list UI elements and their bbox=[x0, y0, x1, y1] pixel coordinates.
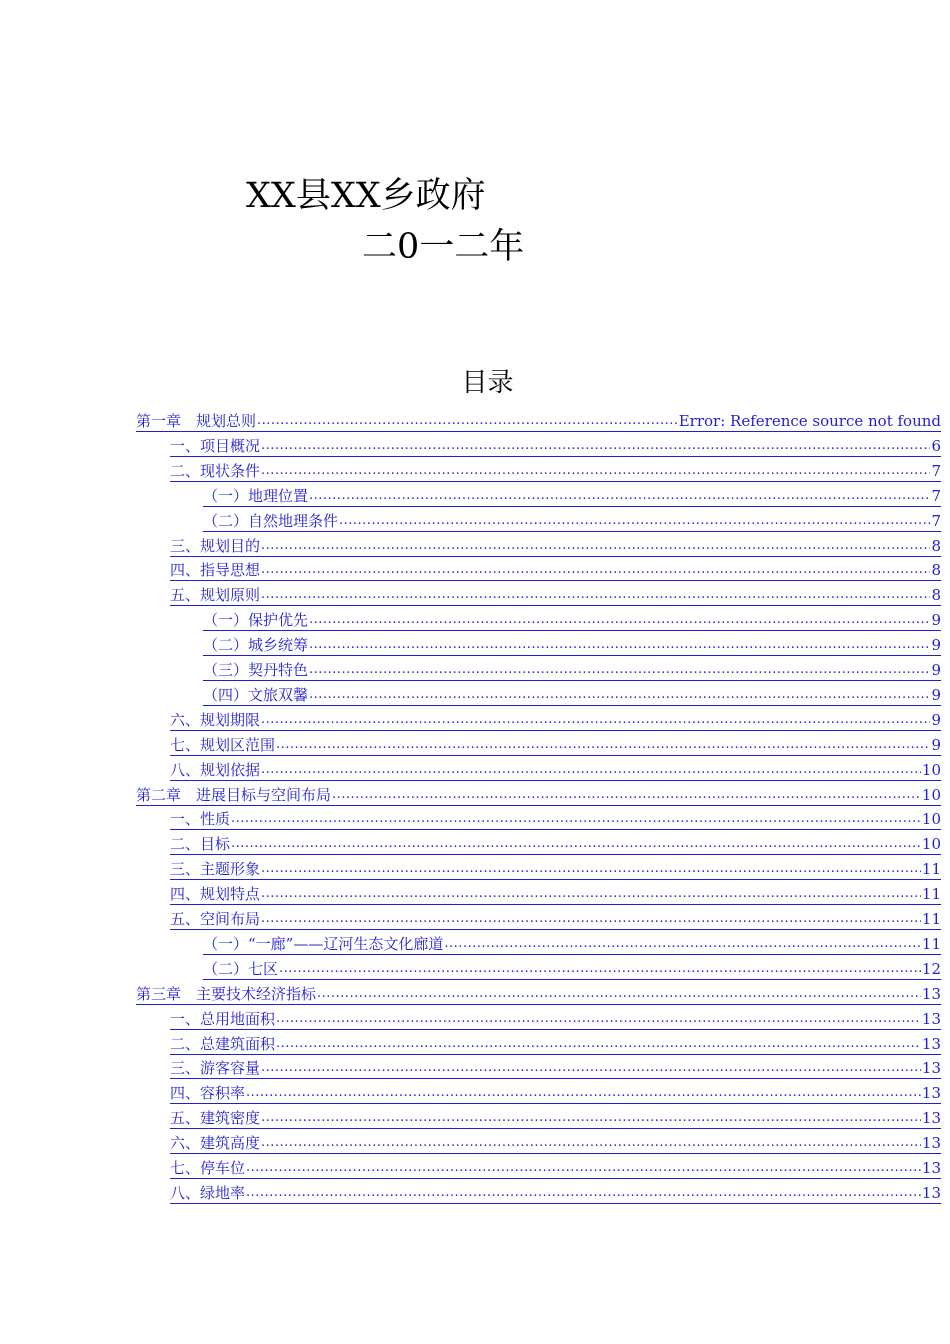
toc-entry[interactable] bbox=[170, 1130, 941, 1154]
toc-entry-page: 11 bbox=[921, 860, 941, 879]
toc-entry[interactable] bbox=[170, 1080, 941, 1104]
toc-entry-label: 四、规划特点 bbox=[170, 885, 261, 904]
toc-entry-label: 四、容积率 bbox=[170, 1084, 246, 1103]
toc-dot-leader bbox=[261, 1134, 921, 1152]
toc-entry-label: （三）契丹特色 bbox=[203, 661, 309, 679]
toc-entry-page: 11 bbox=[921, 885, 941, 904]
toc-entry[interactable] bbox=[170, 757, 941, 781]
toc-entry-page: 13 bbox=[921, 1134, 941, 1153]
toc-entry[interactable] bbox=[170, 856, 941, 880]
toc-entry-page: 13 bbox=[921, 1084, 941, 1103]
toc-entry-page: 13 bbox=[921, 1159, 941, 1177]
toc-entry-page: 9 bbox=[931, 636, 941, 655]
toc-entry-label: 第一章 规划总则 bbox=[136, 412, 257, 430]
toc-entry-page: 9 bbox=[931, 685, 941, 704]
toc-entry-label: 二、目标 bbox=[170, 835, 231, 854]
toc-dot-leader bbox=[261, 711, 930, 729]
toc-entry-label: 五、规划原则 bbox=[170, 586, 261, 605]
toc-entry-page: 9 bbox=[931, 710, 941, 729]
toc-entry-page: 9 bbox=[931, 661, 941, 679]
toc-entry[interactable] bbox=[170, 1006, 941, 1030]
toc-entry-label: （二）城乡统筹 bbox=[203, 636, 309, 655]
toc-dot-leader bbox=[261, 885, 921, 903]
toc-entry[interactable] bbox=[170, 1155, 941, 1179]
toc-entry-label: （一）地理位置 bbox=[203, 486, 309, 505]
toc-entry[interactable] bbox=[136, 408, 941, 432]
toc-entry[interactable] bbox=[170, 906, 941, 930]
toc-entry-page: 13 bbox=[921, 1009, 941, 1028]
toc-entry-label: 三、游客容量 bbox=[170, 1059, 261, 1078]
toc-entry-label: （四）文旅双馨 bbox=[203, 685, 309, 704]
toc-entry[interactable] bbox=[170, 732, 941, 756]
toc-dot-leader bbox=[231, 835, 921, 853]
toc-dot-leader bbox=[257, 412, 678, 430]
toc-entry-label: 二、总建筑面积 bbox=[170, 1034, 276, 1053]
toc-entry-label: 六、规划期限 bbox=[170, 710, 261, 729]
toc-entry[interactable] bbox=[203, 508, 941, 532]
toc-dot-leader bbox=[246, 1159, 921, 1177]
toc-entry-label: 七、停车位 bbox=[170, 1159, 246, 1177]
toc-dot-leader bbox=[261, 437, 930, 455]
toc-entry[interactable] bbox=[203, 483, 941, 507]
toc-entry[interactable] bbox=[170, 1055, 941, 1079]
toc-entry-page: 8 bbox=[931, 561, 941, 580]
toc-entry-page: 7 bbox=[931, 486, 941, 505]
toc-entry-label: 五、建筑密度 bbox=[170, 1109, 261, 1128]
toc-entry-page: 13 bbox=[921, 1059, 941, 1078]
toc-entry[interactable] bbox=[170, 582, 941, 606]
toc-entry[interactable] bbox=[203, 682, 941, 706]
toc-dot-leader bbox=[309, 487, 930, 505]
toc-entry-page: 10 bbox=[921, 810, 941, 829]
toc-dot-leader bbox=[246, 1184, 921, 1202]
toc-entry-label: 三、规划目的 bbox=[170, 536, 261, 555]
toc-dot-leader bbox=[317, 985, 921, 1003]
toc-entry-page: 9 bbox=[931, 735, 941, 754]
toc-entry-page: 6 bbox=[931, 436, 941, 455]
toc-dot-leader bbox=[261, 586, 930, 604]
toc-entry[interactable] bbox=[170, 533, 941, 557]
toc-dot-leader bbox=[279, 960, 921, 978]
toc-entry-label: 一、总用地面积 bbox=[170, 1009, 276, 1028]
toc-dot-leader bbox=[276, 1035, 921, 1053]
toc-dot-leader bbox=[261, 1109, 921, 1127]
toc-dot-leader bbox=[246, 1084, 921, 1102]
toc-dot-leader bbox=[261, 860, 921, 878]
toc-entry[interactable] bbox=[136, 782, 941, 806]
toc-dot-leader bbox=[261, 761, 921, 779]
toc-entry-label: 四、指导思想 bbox=[170, 561, 261, 580]
toc-entry[interactable] bbox=[203, 632, 941, 656]
toc-entry-label: 一、项目概况 bbox=[170, 436, 261, 455]
toc-dot-leader bbox=[276, 1010, 921, 1028]
toc-entry[interactable] bbox=[170, 458, 941, 482]
toc-entry-page: 11 bbox=[921, 910, 941, 928]
toc-entry-page: 10 bbox=[921, 760, 941, 779]
toc-entry-page: 12 bbox=[921, 959, 941, 978]
toc-entry-page: 10 bbox=[921, 785, 941, 804]
toc-entry[interactable] bbox=[170, 707, 941, 731]
toc-entry-label: （一）“一廊”——辽河生态文化廊道 bbox=[203, 934, 444, 953]
toc-entry-label: 八、规划依据 bbox=[170, 760, 261, 779]
toc-entry-label: 六、建筑高度 bbox=[170, 1134, 261, 1153]
toc-dot-leader bbox=[231, 810, 921, 828]
toc-dot-leader bbox=[309, 636, 930, 654]
toc-entry-label: 第三章 主要技术经济指标 bbox=[136, 984, 317, 1003]
cover-year: 二0一二年 bbox=[362, 227, 525, 267]
toc-entry-page: 11 bbox=[921, 934, 941, 953]
toc-entry-label: 第二章 进展目标与空间布局 bbox=[136, 785, 332, 804]
toc-entry[interactable] bbox=[170, 881, 941, 905]
toc-dot-leader bbox=[261, 462, 930, 480]
toc-entry-label: 七、规划区范围 bbox=[170, 735, 276, 754]
toc-entry-page: 13 bbox=[921, 1183, 941, 1202]
toc-entry-label: 八、绿地率 bbox=[170, 1183, 246, 1202]
toc-entry-page: 13 bbox=[921, 1109, 941, 1128]
toc-entry-label: 一、性质 bbox=[170, 810, 231, 829]
toc-dot-leader bbox=[339, 512, 930, 530]
toc-dot-leader bbox=[261, 1059, 921, 1077]
toc-dot-leader bbox=[261, 537, 930, 555]
toc-entry[interactable] bbox=[203, 931, 941, 955]
toc-dot-leader bbox=[309, 686, 930, 704]
toc-entry-label: 五、空间布局 bbox=[170, 910, 261, 928]
toc-entry[interactable] bbox=[170, 433, 941, 457]
toc-entry[interactable] bbox=[170, 806, 941, 830]
toc-dot-leader bbox=[261, 561, 930, 579]
toc-entry[interactable] bbox=[170, 1105, 941, 1129]
toc-dot-leader bbox=[309, 661, 930, 679]
toc-dot-leader bbox=[261, 910, 921, 928]
toc-entry-page: 7 bbox=[931, 511, 941, 530]
toc-entry-page: 13 bbox=[921, 1034, 941, 1053]
toc-entry[interactable] bbox=[170, 557, 941, 581]
toc-entry-label: （二）七区 bbox=[203, 959, 279, 978]
toc-heading: 目录 bbox=[461, 368, 514, 398]
toc-entry-label: 二、现状条件 bbox=[170, 461, 261, 480]
toc-dot-leader bbox=[276, 736, 930, 754]
toc-entry[interactable] bbox=[203, 607, 941, 631]
toc-entry-page: Error: Reference source not found bbox=[678, 412, 941, 430]
toc-entry-page: 7 bbox=[931, 461, 941, 480]
toc-entry-page: 9 bbox=[931, 611, 941, 630]
toc-dot-leader bbox=[332, 786, 921, 804]
toc-dot-leader bbox=[309, 611, 930, 629]
toc-entry[interactable] bbox=[203, 657, 941, 681]
toc-entry-page: 13 bbox=[921, 984, 941, 1003]
toc-entry-label: 三、主题形象 bbox=[170, 860, 261, 879]
toc-entry[interactable] bbox=[170, 1180, 941, 1204]
toc-entry[interactable] bbox=[136, 981, 941, 1005]
toc-entry[interactable] bbox=[170, 831, 941, 855]
toc-entry-label: （二）自然地理条件 bbox=[203, 511, 339, 530]
toc-entry[interactable] bbox=[170, 1031, 941, 1055]
toc-entry[interactable] bbox=[203, 956, 941, 980]
toc-entry-page: 10 bbox=[921, 835, 941, 854]
toc-entry-page: 8 bbox=[931, 536, 941, 555]
toc-dot-leader bbox=[444, 935, 921, 953]
toc-entry-label: （一）保护优先 bbox=[203, 611, 309, 630]
toc-entry-page: 8 bbox=[931, 586, 941, 605]
cover-title: XX县XX乡政府 bbox=[246, 176, 486, 216]
